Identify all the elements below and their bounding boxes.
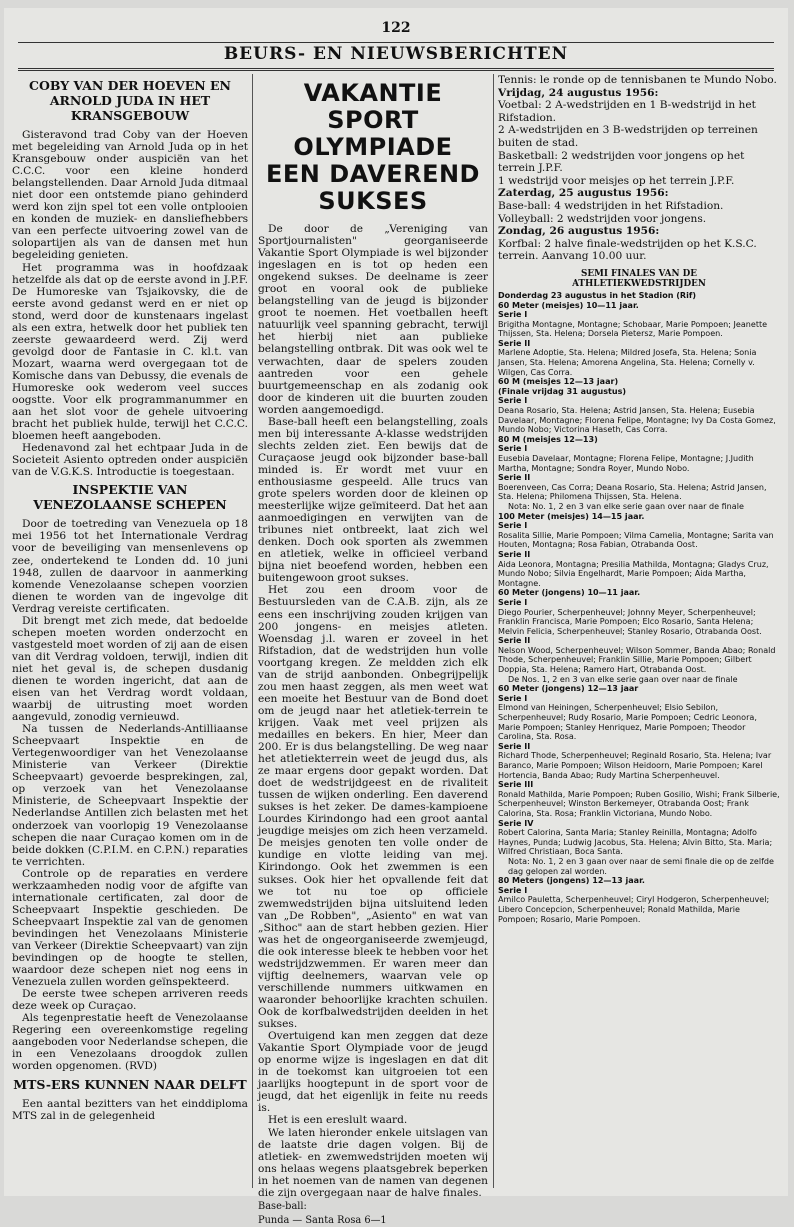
article-body — [258, 223, 488, 1199]
paragraph: Gisteravond trad Coby van der Hoeven met begeleiding van Arnold Juda op in het Kransgebouw onder auspiciën van het C.C.C. voor een kleine honderd belangstellenden. Daar Arnold Juda ditmaal niet door een ontstemde piano gehinderd werd kon zijn spel tot een volle ontplooien en konden de muziek- en dansliefhebbers van een perfecte uitvoering zowel van de solopartijen als van de dansen met hun begeleiding genieten. — [12, 129, 248, 262]
schedule-date: Zondag, 26 augustus 1956: — [498, 225, 660, 238]
result-entry: Aida Leonora, Montagna; Presilia Mathilda, Montagna; Gladys Cruz, Mundo Nobo; Silvia Engelhardt, Marie Pompoen; Aida Martha, Montagne. — [498, 559, 769, 588]
paragraph: Als tegenprestatie heeft de Venezolaanse Regering een overeenkomstige regeling aangeboden voor Nederlandse schepen, die in een Venezolaans droogdok zullen worden opgenomen. (RVD) — [12, 1012, 248, 1073]
newspaper-page — [4, 8, 788, 1226]
result-entry: Nelson Wood, Scherpenheuvel; Wilson Sommer, Banda Abao; Ronald Thode, Scherpenheuvel; Franklin Sillie, Marie Pompoen; Gilbert Doppia, Sta. Helena; Ramero Hart, Otrabanda Oost. — [498, 645, 776, 675]
paragraph: We laten hieronder enkele uitslagen van de laatste drie dagen volgen. Bij de atletiek- en zwemwedstrijden moeten wij ons helaas wegens plaatsgebrek beperken in het noemen van de namen van degenen die zijn overgegaan naar de halve finales. — [258, 1126, 488, 1199]
result-entry: Boerenveen, Cas Corra; Deana Rosario, Sta. Helena; Astrid Jansen, Sta. Helena; Philomena Thijssen, Sta. Helena. — [498, 482, 767, 502]
main-headline — [258, 80, 488, 215]
article-headline: INSPEKTIE VAN VENEZOLAANSE SCHEPEN — [33, 482, 227, 513]
result-entry: Elmond van Heiningen, Scherpenheuvel; Elsio Sebilon, Scherpenheuvel; Rudy Rosario, Marie Pompoen; Cedric Leonora, Marie Pompoen; Stanley Henriquez, Marie Pompoen; Theodor Carolina, Sta. Rosa. — [498, 703, 757, 742]
paragraph: Het zou een droom voor de Bestuursleden van de C.A.B. zijn, als ze eens een inschrijving zouden krijgen van 200 jongens- en meisjes atleten. Woensdag j.l. waren er zoveel in het Rifstadion, dat de wedstrijden hun volle voortgang kregen. Ze meldden zich elk van de strijd aanbonden. Onbegrijpelijk zou men haast zeggen, als men weet wat een moeite het Bestuur van de Bond doet om de jeugd naar het atletiek-terrein te krijgen. Vaak met veel prijzen als medailles en bekers. En hier, Meer dan 200. Er is dus belangstelling. De weg naar het atletiekterrein weet de jeugd dus, als ze maar ergens door gepakt worden. Dat doet de wedstrijdgeest en de rivaliteit tussen de wijken onderling. Een daverend sukses is het zeker. De dames-kampioene Lourdes Kirindongo had een groot aantal jeugdige meisjes om zich heen verzameld. De meisjes genoten ten volle onder de kundige en vlotte leiding van mej. Kirindongo. Ook het zwemmen is een sukses. Ook hier het opvallende feit dat we tot nu toe op officiele zwemwedstrijden bijna uitsluitend leden van „De Robben", „Asiento" en wat van „Sithoc" aan de start hebben gezien. Hier was het de ongeorganiseerde zwemjeugd, die ook interesse bleek te hebben voor het wedstrijdzwemmen. Er waren meer dan vijftig deelnemers, waarvan vele op verschillende nummers uitkwamen en waaronder behoorlijke krachten schuilen. Ook de korfbalwedstrijden deelden in het sukses. — [258, 584, 488, 1031]
section-header: BEURS- EN NIEUWSBERICHTEN — [223, 44, 569, 64]
serie-label: Serie I — [498, 693, 528, 703]
serie-label: Serie I — [498, 396, 528, 406]
paragraph: De door de „Vereniging van Sportjournalisten" georganiseerde Vakantie Sport Olympiade is wel bijzonder ingeslagen en is tot op heden een ongekend sukses. De deelname is zeer groot en vooral ook de publieke belangstelling van de jeugd is bijzonder groot te noemen. Het voetballen heeft natuurlijk veel spanning gebracht, terwijl het hierbij niet aan publieke belangstelling ontbrak. Dit was ook wel te verwachten, daar de spelers zouden aantreden voor een gehele buurtgemeenschap en als zodanig ook door de kinderen uit die buurten zouden worden aangemoedigd. — [258, 223, 488, 416]
result-note: Nota: No. 1, 2 en 3 van elke serie gaan over naar de finale — [508, 501, 744, 511]
result-entry: Diego Pourier, Scherpenheuvel; Johnny Meyer, Scherpenheuvel; Franklin Francisca, Marie Pompoen; Elco Rosario, Santa Helena; Melvin Felicia, Scherpenheuvel; Stanley Rosario, Otrabanda Oost. — [498, 607, 762, 636]
article-body — [12, 1098, 248, 1122]
page-number: 122 — [381, 20, 411, 36]
schedule-item: Korfbal: 2 halve finale-wedstrijden op het K.S.C. terrein. Aanvang 10.00 uur. — [498, 237, 757, 263]
article-body — [12, 518, 248, 1072]
serie-label: Serie III — [498, 780, 534, 790]
serie-label: Serie I — [498, 885, 528, 895]
event-heading: (Finale vrijdag 31 augustus) — [498, 386, 627, 396]
column-middle — [258, 74, 488, 1226]
main-headline-line: VAKANTIE SPORT OLYMPIADE — [293, 79, 453, 161]
serie-label: Serie I — [498, 444, 528, 454]
serie-label: Serie IV — [498, 818, 534, 828]
paragraph: Hedenavond zal het echtpaar Juda in de Societeit Asiento optreden onder auspiciën van de V.G.K.S. Introductie is toegestaan. — [12, 442, 248, 479]
serie-label: Serie I — [498, 521, 528, 531]
serie-label: Serie II — [498, 549, 531, 559]
event-heading: 60 Meter (meisjes) 10—11 jaar. — [498, 300, 639, 310]
event-heading: 80 Meters (jongens) 12—13 jaar. — [498, 876, 645, 886]
serie-label: Serie II — [498, 338, 531, 348]
paragraph: Door de toetreding van Venezuela op 18 mei 1956 tot het Internationale Verdrag voor de beveiliging van mensenlevens op zee, ondertekend te Londen dd. 10 juni 1948, zullen de daarvoor in aanmerking komende Venezolaanse schepen voorzien dienen te worden van de ingevolge dit Verdrag vereiste certificaten. — [12, 518, 248, 615]
header-rule — [18, 68, 774, 71]
event-heading: Donderdag 23 augustus in het Stadion (Rif) — [498, 290, 697, 300]
paragraph: Base-ball heeft een belangstelling, zoals men bij interessante A-klasse wedstrijden slechts zelden ziet. Een bewijs dat de Curaçaose jeugd ook bijzonder base-ball minded is. Er wordt met vuur en enthousiasme gespeeld. Alle trucs van grote spelers worden door de kleinen op meesterlijke wijze geïmiteerd. Dat het aan aanmoedigingen en verwijten van de tribunes niet ontbreekt, laat zich wel denken. Doch ook sporten als zwemmen en atletiek, welke in officieel verband bijna niet beoefend worden, hebben een buitengewoon groot sukses. — [258, 415, 488, 585]
serie-label: Serie I — [498, 310, 528, 320]
results-headline-line: ATHLETIEKWEDSTRIJDEN — [572, 278, 706, 289]
article-body — [12, 129, 248, 478]
paragraph: Controle op de reparaties en verdere werkzaamheden nodig voor de afgifte van internationale certificaten, zal door de Scheepvaart Inspektie geschieden. De Scheepvaart Inspektie zal van de genomen bevindingen het Venezolaans Ministerie van Verkeer (Direktie Scheepvaart) van zijn bevindingen op de hoogte te stellen, waardoor deze schepen niet nog eens in Venezuela zullen worden geïnspekteerd. — [12, 867, 248, 989]
event-heading: 100 Meter (meisjes) 14—15 jaar. — [498, 511, 645, 521]
schedule-item: Volleyball: 2 wedstrijden voor jongens. — [498, 212, 707, 225]
serie-label: Serie I — [498, 597, 528, 607]
event-heading: 60 Meter (jongens) 12—13 jaar — [498, 684, 639, 694]
result-entry: Ronald Mathilda, Marie Pompoen; Ruben Gosilio, Wishi; Frank Silberie, Scherpenheuvel; Winston Berkemeyer, Otrabanda Oost; Frank Calorina, Sta. Rosa; Franklin Victoriana, Mundo Nobo. — [498, 789, 780, 818]
paragraph: Het programma was in hoofdzaak hetzelfde als dat op de eerste avond in J.P.F. De Humoreske van Tsjaikovsky, die de eerste avond gedanst werd en er niet op stond, werd door de kunstenaars ingelast als een extra, hetwelk door het publiek ten zeerste gewaardeerd werd. Zij werd gevolgd door de Fantasie in C. kl.t. van Mozart, waarna werd overgegaan tot de Komische dans van Debussy, die evenals de Humoreske ook wederom veel succes oogstte. Voor elk programmanummer en aan het slot voor de gehele uitvoering bracht het publiek hulde, terwijl het C.C.C. bloemen heeft aangeboden. — [12, 261, 248, 443]
serie-label: Serie II — [498, 741, 531, 751]
results-headline — [498, 269, 780, 289]
schedule-date: Vrijdag, 24 augustus 1956: — [498, 86, 659, 99]
result-entry: Rosalita Sillie, Marie Pompoen; Vilma Camelia, Montagne; Sarita van Houten, Montagna; Rosa Fabian, Otrabanda Oost. — [498, 530, 774, 550]
result-entry: Marlene Adoptie, Sta. Helena; Mildred Josefa, Sta. Helena; Sonia Jansen, Sta. Helena; Amorena Angelina, Sta. Helena; Cornelly v. Wilgen, Cas Corra. — [498, 348, 757, 377]
column-divider — [252, 74, 253, 1188]
schedule-item: 1 wedstrijd voor meisjes op het terrein J.P.F. — [498, 174, 735, 187]
paragraph: De eerste twee schepen arriveren reeds deze week op Curaçao. — [12, 988, 248, 1013]
column-divider — [493, 74, 494, 1188]
result-note: Nota: No. 1, 2 en 3 gaan over naar de semi finale die op de zelfde dag gelopen zal worden. — [508, 856, 774, 876]
paragraph: Na tussen de Nederlands-Antilliaanse Scheepvaart Inspektie en de Vertegenwoordiger van het Venezolaanse Ministerie van Verkeer (Direktie Scheepvaart) gevoerde besprekingen, zal, op verzoek van het Venezolaanse Ministerie, de Scheepvaart Inspektie der Nederlandse Antillen zich belasten met het onderzoek van voorlopig 19 Venezolaanse schepen die naar Curaçao komen om in de beide dokken (C.P.I.M. en C.P.N.) reparaties te verrichten. — [12, 723, 248, 868]
article-headline: COBY VAN DER HOEVEN EN ARNOLD JUDA IN HET KRANSGEBOUW — [29, 78, 231, 123]
schedule-item: 2 A-wedstrijden en 3 B-wedstrijden op terreinen buiten de stad. — [498, 124, 758, 149]
schedule-item: Basketball: 2 wedstrijden voor jongens op het terrein J.P.F. — [498, 149, 745, 175]
paragraph: Dit brengt met zich mede, dat bedoelde schepen moeten worden onderzocht en vastgesteld moet worden of zij aan de eisen van dit Verdrag voldoen, terwijl, indien dit niet het geval is, de schepen dusdanig dienen te worden ingericht, dat aan de eisen van het Verdrag wordt voldaan, waarbij de uitrusting moet worden aangevuld, zonodig vernieuwd. — [12, 614, 248, 724]
paragraph: Overtuigend kan men zeggen dat deze Vakantie Sport Olympiade voor de jeugd op enorme wijze is ingeslagen en dat dit in de toekomst kan uitgroeien tot een jaarlijks hoogtepunt in de sport voor de jeugd, dat het eigenlijk in feite nu reeds is. — [258, 1030, 488, 1115]
paragraph: Het is een ereslult waard. — [268, 1114, 408, 1127]
paragraph: Een aantal bezitters van het einddiploma MTS zal in de gelegenheid — [12, 1097, 248, 1122]
results-headline-line: SEMI FINALES VAN DE — [581, 268, 697, 279]
result-line: Punda — Santa Rosa 6—1 — [258, 1214, 387, 1226]
schedule-list — [498, 74, 780, 263]
schedule-item: Voetbal: 2 A-wedstrijden en 1 B-wedstrijd in het Rifstadion. — [498, 99, 756, 124]
schedule-date: Zaterdag, 25 augustus 1956: — [498, 187, 669, 200]
event-heading: 60 Meter (jongens) 10—11 jaar. — [498, 588, 641, 598]
article-headline: MTS-ERS KUNNEN NAAR DELFT — [13, 1076, 247, 1092]
result-note: De Nos. 1, 2 en 3 van elke serie gaan over naar de finale — [508, 674, 738, 684]
schedule-item: Tennis: le ronde op de tennisbanen te Mundo Nobo. — [498, 74, 777, 86]
result-entry: Brigitha Montagne, Montagne; Schobaar, Marie Pompoen; Jeanette Thijssen, Sta. Helena; Dorsela Pietersz, Marie Pompoen. — [498, 319, 768, 339]
result-entry: Eusebia Davelaar, Montagne; Florena Felipe, Montagne; J.Judith Martha, Montagne; Sondra Royer, Mundo Nobo. — [498, 454, 754, 473]
column-right — [498, 74, 780, 1192]
event-heading: 60 M (meisjes 12—13 jaar) — [498, 377, 619, 387]
serie-label: Serie II — [498, 636, 531, 646]
result-entry: Deana Rosario, Sta. Helena; Astrid Jansen, Sta. Helena; Eusebia Davelaar, Montagne; Florena Felipe, Montagne; Ivy Da Costa Gomez, Mundo Nobo; Victorina Haseth, Cas Corra. — [498, 406, 776, 435]
result-label: Base-ball: — [258, 1200, 307, 1212]
column-left — [12, 74, 248, 1192]
serie-label: Serie II — [498, 473, 531, 483]
result-entry: Robert Calorina, Santa Maria; Stanley Reinilla, Montagna; Adolfo Haynes, Punda; Ludwig Jacobus, Sta. Helena; Alvin Bitto, Sta. Maria; Wilfred Christiaan, Boca Santa. — [498, 828, 773, 857]
main-headline-line: EEN DAVEREND SUKSES — [266, 160, 480, 215]
results-list — [498, 291, 780, 924]
event-heading: 80 M (meisjes 12—13) — [498, 434, 598, 444]
result-entry: Richard Thode, Scherpenheuvel; Reginald Rosario, Sta. Helena; Ivar Baranco, Marie Pompoen; Wilson Heidoorn, Marie Pompoen; Karel Hortencia, Banda Abao; Rudy Martina Scherpenheuvel. — [498, 751, 772, 780]
top-rule — [18, 42, 774, 43]
result-entry: Amilco Pauletta, Scherpenheuvel; Ciryl Hodgeron, Scherpenheuvel; Libero Concepcion, Scherpenheuvel; Ronald Mathilda, Marie Pompoen; Rosario, Marie Pompoen. — [498, 895, 770, 924]
schedule-item: Base-ball: 4 wedstrijden in het Rifstadion. — [498, 199, 724, 212]
